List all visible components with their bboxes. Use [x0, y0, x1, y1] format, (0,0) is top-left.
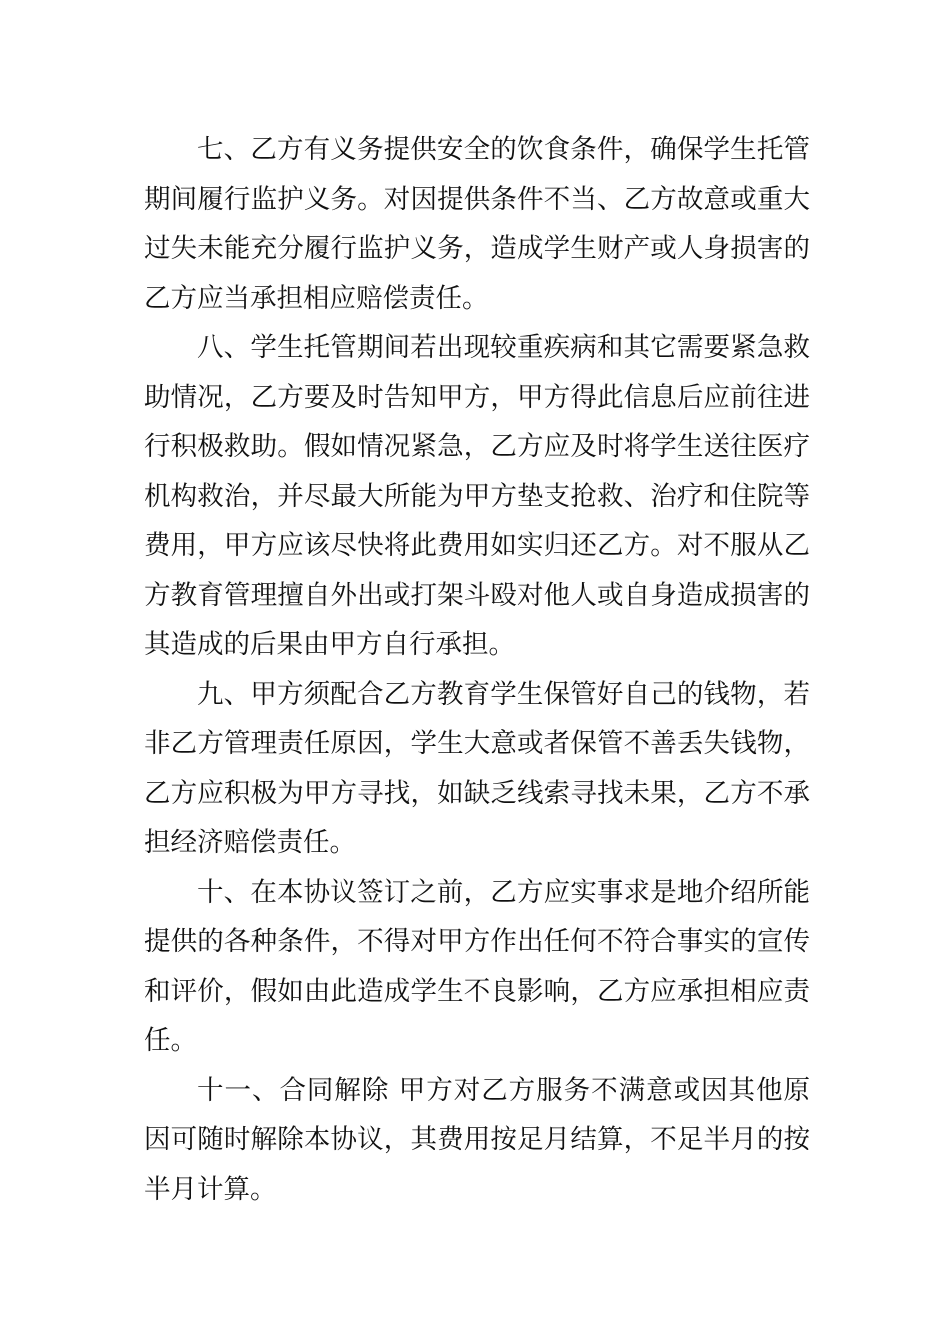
- clause-10-paragraph: 十、在本协议签订之前，乙方应实事求是地介绍所能提供的各种条件，不得对甲方作出任何不符合事实的宣传和评价，假如由此造成学生不良影响，乙方应承担相应责任。: [144, 876, 810, 1056]
- clause-11-paragraph: 十一、合同解除 甲方对乙方服务不满意或因其他原因可随时解除本协议，其费用按足月结算，不足半月的按半月计算。: [144, 1074, 810, 1205]
- clause-7-paragraph: 七、乙方有义务提供安全的饮食条件，确保学生托管期间履行监护义务。对因提供条件不当、乙方故意或重大过失未能充分履行监护义务，造成学生财产或人身损害的乙方应当承担相应赔偿责任。: [144, 134, 810, 314]
- document-body: [144, 125, 810, 1214]
- clause-9-paragraph: 九、甲方须配合乙方教育学生保管好自己的钱物，若非乙方管理责任原因，学生大意或者保管不善丢失钱物，乙方应积极为甲方寻找，如缺乏线索寻找未果，乙方不承担经济赔偿责任。: [144, 678, 810, 858]
- clause-8-paragraph: 八、学生托管期间若出现较重疾病和其它需要紧急救助情况，乙方要及时告知甲方，甲方得此信息后应前往进行积极救助。假如情况紧急，乙方应及时将学生送往医疗机构救治，并尽最大所能为甲方垫支抢救、治疗和住院等费用，甲方应该尽快将此费用如实归还乙方。对不服从乙方教育管理擅自外出或打架斗殴对他人或自身造成损害的其造成的后果由甲方自行承担。: [144, 332, 810, 660]
